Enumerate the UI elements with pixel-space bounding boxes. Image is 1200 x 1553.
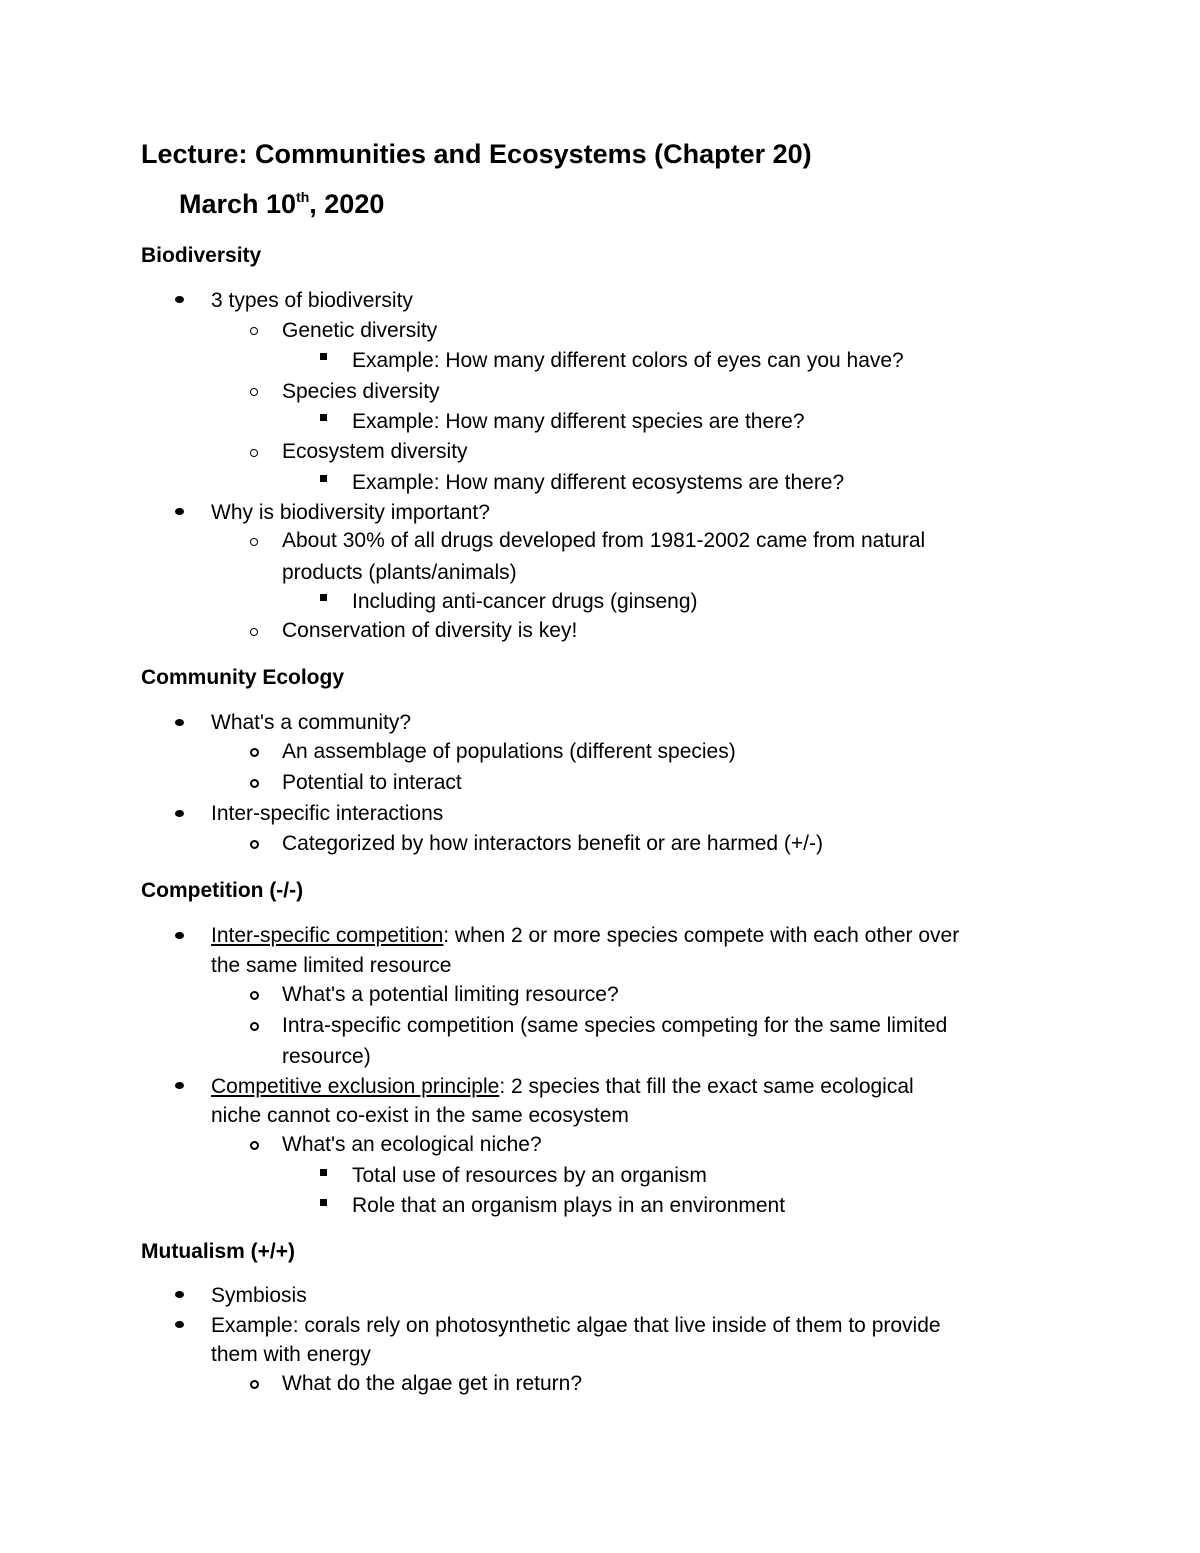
heading-mutualism: Mutualism (+/+) xyxy=(141,1240,296,1263)
list-item: 3 types of biodiversity xyxy=(211,289,413,312)
list-item: Example: How many different ecosystems are there? xyxy=(352,471,845,494)
list-item: Total use of resources by an organism xyxy=(352,1164,707,1187)
list-item: Potential to interact xyxy=(282,771,462,794)
list-item: Why is biodiversity important? xyxy=(211,501,490,524)
list-item: What do the algae get in return? xyxy=(282,1372,583,1395)
list-item: What's an ecological niche? xyxy=(282,1133,542,1156)
bullet-circle-icon xyxy=(250,388,258,396)
bullet-circle-icon xyxy=(250,538,258,546)
bullet-disc-icon xyxy=(175,296,184,303)
list-item: Genetic diversity xyxy=(282,319,438,342)
list-item: Intra-specific competition (same species competing for the same limited xyxy=(282,1014,948,1037)
list-item: Role that an organism plays in an environment xyxy=(352,1194,786,1217)
list-item: Including anti-cancer drugs (ginseng) xyxy=(352,590,698,613)
list-item: Categorized by how interactors benefit or are harmed (+/-) xyxy=(282,832,824,855)
list-item xyxy=(211,1076,914,1097)
bullet-square-icon xyxy=(320,1169,327,1176)
bullet-square-icon xyxy=(320,414,327,421)
list-item: Example: How many different species are there? xyxy=(352,410,805,433)
list-item: About 30% of all drugs developed from 1981-2002 came from natural xyxy=(282,529,926,552)
page-title: Lecture: Communities and Ecosystems (Chapter 20) xyxy=(141,139,812,169)
list-item: Inter-specific interactions xyxy=(211,802,444,825)
bullet-circle-icon xyxy=(250,449,258,457)
bullet-circle-icon xyxy=(250,840,259,849)
bullet-square-icon xyxy=(320,594,327,601)
lecture-date xyxy=(179,189,384,220)
bullet-circle-icon xyxy=(250,779,259,788)
definition-text: : when 2 or more species compete with each other over xyxy=(443,924,960,947)
heading-competition: Competition (-/-) xyxy=(141,879,304,902)
date-year: , 2020 xyxy=(309,189,385,219)
bullet-disc-icon xyxy=(175,1291,184,1298)
bullet-circle-icon xyxy=(250,327,258,335)
bullet-circle-icon xyxy=(250,1141,259,1150)
date-main: March 10 xyxy=(179,189,297,219)
bullet-circle-icon xyxy=(250,1380,259,1389)
list-item-continuation: niche cannot co-exist in the same ecosystem xyxy=(211,1104,629,1127)
heading-biodiversity: Biodiversity xyxy=(141,244,262,267)
bullet-circle-icon xyxy=(250,748,259,757)
list-item: Ecosystem diversity xyxy=(282,440,468,463)
bullet-square-icon xyxy=(320,1199,327,1206)
bullet-disc-icon xyxy=(175,1082,184,1089)
bullet-square-icon xyxy=(320,353,327,360)
bullet-disc-icon xyxy=(175,719,184,726)
list-item-continuation: products (plants/animals) xyxy=(282,561,517,584)
bullet-disc-icon xyxy=(175,932,184,939)
bullet-square-icon xyxy=(320,475,327,482)
bullet-circle-icon xyxy=(250,991,259,1000)
bullet-disc-icon xyxy=(175,508,184,515)
list-item-continuation: them with energy xyxy=(211,1343,371,1366)
bullet-disc-icon xyxy=(175,1321,184,1328)
bullet-circle-icon xyxy=(250,628,258,636)
list-item: What's a potential limiting resource? xyxy=(282,983,619,1006)
list-item-continuation: resource) xyxy=(282,1045,371,1068)
list-item: Example: How many different colors of eyes can you have? xyxy=(352,349,904,372)
term-inter-specific-competition: Inter-specific competition xyxy=(211,924,444,947)
list-item: Conservation of diversity is key! xyxy=(282,619,578,642)
list-item-continuation: the same limited resource xyxy=(211,954,452,977)
list-item: Example: corals rely on photosynthetic algae that live inside of them to provide xyxy=(211,1314,941,1337)
bullet-disc-icon xyxy=(175,810,184,817)
bullet-circle-icon xyxy=(250,1022,259,1031)
definition-text: : 2 species that fill the exact same ecological xyxy=(499,1075,914,1098)
date-ordinal: th xyxy=(296,189,310,205)
list-item: Symbiosis xyxy=(211,1284,307,1307)
list-item: An assemblage of populations (different species) xyxy=(282,740,736,763)
term-competitive-exclusion-principle: Competitive exclusion principle xyxy=(211,1075,500,1098)
list-item xyxy=(211,925,959,946)
list-item: What's a community? xyxy=(211,711,412,734)
heading-community-ecology: Community Ecology xyxy=(141,666,345,689)
list-item: Species diversity xyxy=(282,380,440,403)
